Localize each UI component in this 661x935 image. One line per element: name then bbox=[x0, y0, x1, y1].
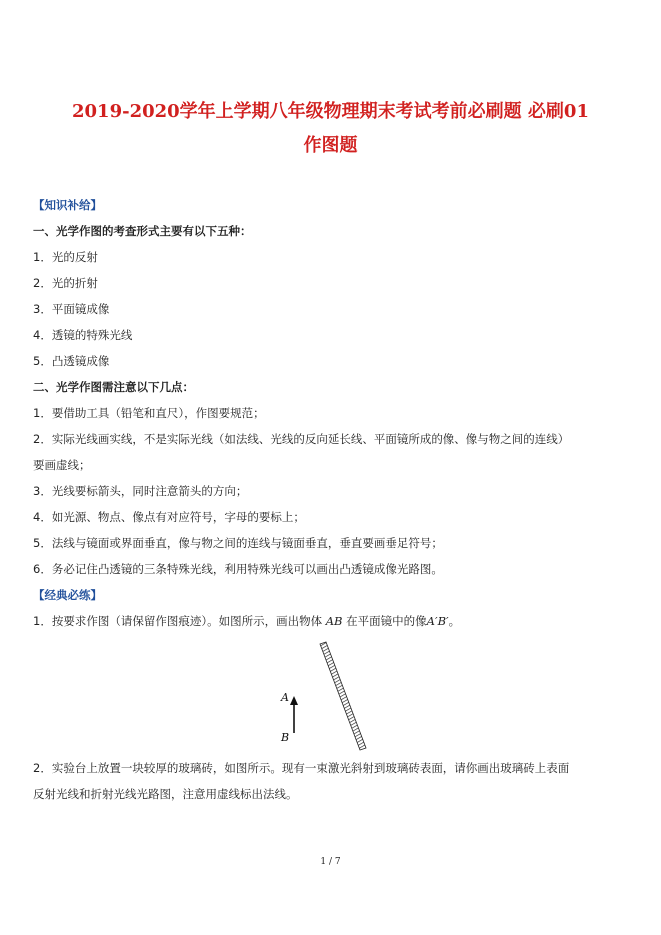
q1-end: 。 bbox=[448, 614, 461, 628]
classic-header: 【经典必练】 bbox=[33, 588, 102, 602]
part1-heading: 一、光学作图的考查形式主要有以下五种： bbox=[33, 224, 252, 238]
list-item: 3．光线要标箭头，同时注意箭头的方向； bbox=[33, 484, 248, 498]
list-item: 5．凸透镜成像 bbox=[33, 354, 110, 368]
q1-object-label: AB bbox=[325, 614, 343, 628]
q1-prefix: 1．按要求作图（请保留作图痕迹）。如图所示，画出物体 bbox=[33, 614, 323, 628]
list-item: 5．法线与镜面或界面垂直，像与物之间的连线与镜面垂直，垂直要画垂足符号； bbox=[33, 536, 443, 550]
plane-mirror-figure bbox=[270, 640, 380, 755]
object-arrow-head bbox=[290, 696, 298, 705]
question-1 bbox=[33, 613, 631, 629]
mirror-hatching bbox=[320, 642, 366, 750]
doc-title-line1: 2019-2020学年上学期八年级物理期末考试考前必刷题 必刷01 bbox=[72, 101, 589, 122]
list-item: 6．务必记住凸透镜的三条特殊光线，利用特殊光线可以画出凸透镜成像光路图。 bbox=[33, 562, 443, 576]
list-item: 2．光的折射 bbox=[33, 276, 98, 290]
list-item: 4．如光源、物点、像点有对应符号，字母的要标上； bbox=[33, 510, 305, 524]
list-item-continuation: 要画虚线； bbox=[33, 458, 91, 472]
label-a: A bbox=[281, 691, 289, 704]
q1-mid: 在平面镜中的像 bbox=[346, 614, 427, 628]
list-item: 3．平面镜成像 bbox=[33, 302, 110, 316]
list-item: 1．光的反射 bbox=[33, 250, 98, 264]
part2-heading: 二、光学作图需注意以下几点： bbox=[33, 380, 194, 394]
label-b: B bbox=[281, 731, 290, 744]
list-item: 4．透镜的特殊光线 bbox=[33, 328, 133, 342]
question-2-line2: 反射光线和折射光线光路图，注意用虚线标出法线。 bbox=[33, 787, 298, 801]
list-item: 2．实际光线画实线，不是实际光线（如法线、光线的反向延长线、平面镜所成的像、像与物之间的连线） bbox=[33, 432, 570, 446]
doc-title-line2: 作图题 bbox=[303, 135, 358, 156]
q1-image-label: A′B′ bbox=[426, 614, 449, 628]
question-2-line1: 2．实验台上放置一块较厚的玻璃砖，如图所示。现有一束激光斜射到玻璃砖表面，请你画出玻璃砖上表面 bbox=[33, 761, 570, 775]
list-item: 1．要借助工具（铅笔和直尺），作图要规范； bbox=[33, 406, 265, 420]
page-number: 1 / 7 bbox=[320, 857, 341, 867]
knowledge-header: 【知识补给】 bbox=[33, 198, 102, 212]
